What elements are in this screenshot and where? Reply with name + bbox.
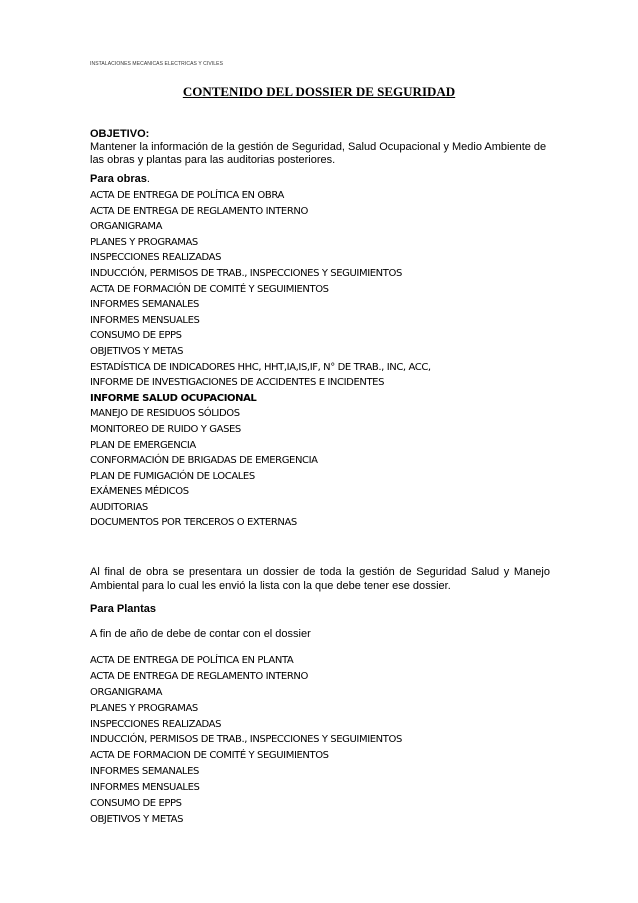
plantas-heading	[90, 603, 156, 615]
obras-heading	[90, 173, 150, 185]
list-item: OBJETIVOS Y METAS	[90, 813, 184, 825]
list-item: INFORME SALUD OCUPACIONAL	[90, 392, 257, 404]
document-title	[0, 84, 638, 100]
list-item: ACTA DE ENTREGA DE REGLAMENTO INTERNO	[90, 670, 308, 682]
list-item: INFORMES MENSUALES	[90, 314, 200, 326]
plantas-intro: A fin de año de debe de contar con el dossier	[90, 628, 311, 640]
list-item: PLANES Y PROGRAMAS	[90, 702, 198, 714]
list-item: ESTADÍSTICA DE INDICADORES HHC, HHT,IA,IS,IF, N° DE TRAB., INC, ACC,	[90, 361, 431, 373]
list-item: OBJETIVOS Y METAS	[90, 345, 184, 357]
obras-heading-suffix: .	[146, 173, 150, 185]
plantas-list	[90, 653, 402, 828]
list-item: INFORMES SEMANALES	[90, 766, 199, 778]
objective-label: OBJETIVO:	[90, 128, 150, 140]
list-item: INFORME DE INVESTIGACIONES DE ACCIDENTES E INCIDENTES	[90, 377, 385, 389]
list-item: CONFORMACIÓN DE BRIGADAS DE EMERGENCIA	[90, 455, 318, 467]
final-note: Al final de obra se presentara un dossier de toda la gestión de Seguridad Salud y Manejo Ambiental para lo cual les envió la lista con la que debe tener ese dossier.	[90, 566, 550, 592]
list-item: MANEJO DE RESIDUOS SÓLIDOS	[90, 408, 240, 420]
list-item: PLAN DE EMERGENCIA	[90, 439, 196, 451]
list-item: ACTA DE ENTREGA DE POLÍTICA EN PLANTA	[90, 655, 294, 666]
list-item: ORGANIGRAMA	[90, 221, 163, 233]
list-item: ACTA DE ENTREGA DE REGLAMENTO INTERNO	[90, 205, 308, 217]
list-item: INSPECCIONES REALIZADAS	[90, 718, 222, 730]
list-item: INFORMES MENSUALES	[90, 782, 200, 794]
obras-list	[90, 188, 431, 531]
document-title-text: CONTENIDO DEL DOSSIER DE SEGURIDAD	[182, 84, 456, 99]
list-item: ORGANIGRAMA	[90, 686, 163, 698]
obras-heading-text: Para obras	[90, 173, 147, 185]
list-item: EXÁMENES MÉDICOS	[90, 486, 189, 498]
list-item: INSPECCIONES REALIZADAS	[90, 252, 222, 264]
list-item: INFORMES SEMANALES	[90, 299, 199, 311]
objective-text: Mantener la información de la gestión de Seguridad, Salud Ocupacional y Medio Ambiente de las obras y plantas para las auditorias posteriores.	[90, 141, 547, 166]
list-item: PLAN DE FUMIGACIÓN DE LOCALES	[90, 470, 255, 482]
list-item: MONITOREO DE RUIDO Y GASES	[90, 423, 241, 435]
list-item: CONSUMO DE EPPS	[90, 330, 182, 342]
objective-section	[90, 128, 550, 167]
list-item: AUDITORIAS	[90, 501, 148, 513]
plantas-heading-text: Para Plantas	[90, 603, 157, 615]
header-note: INSTALACIONES MECANICAS ELECTRICAS Y CIVILES	[90, 61, 224, 67]
list-item: ACTA DE FORMACIÓN DE COMITÉ Y SEGUIMIENTOS	[90, 283, 329, 295]
list-item: ACTA DE ENTREGA DE POLÍTICA EN OBRA	[90, 190, 284, 201]
list-item: CONSUMO DE EPPS	[90, 798, 182, 810]
list-item: INDUCCIÓN, PERMISOS DE TRAB., INSPECCIONES Y SEGUIMIENTOS	[90, 734, 402, 746]
list-item: PLANES Y PROGRAMAS	[90, 236, 198, 248]
list-item: INDUCCIÓN, PERMISOS DE TRAB., INSPECCIONES Y SEGUIMIENTOS	[90, 267, 402, 279]
list-item: ACTA DE FORMACION DE COMITÉ Y SEGUIMIENTOS	[90, 750, 329, 762]
list-item: DOCUMENTOS POR TERCEROS O EXTERNAS	[90, 517, 297, 529]
